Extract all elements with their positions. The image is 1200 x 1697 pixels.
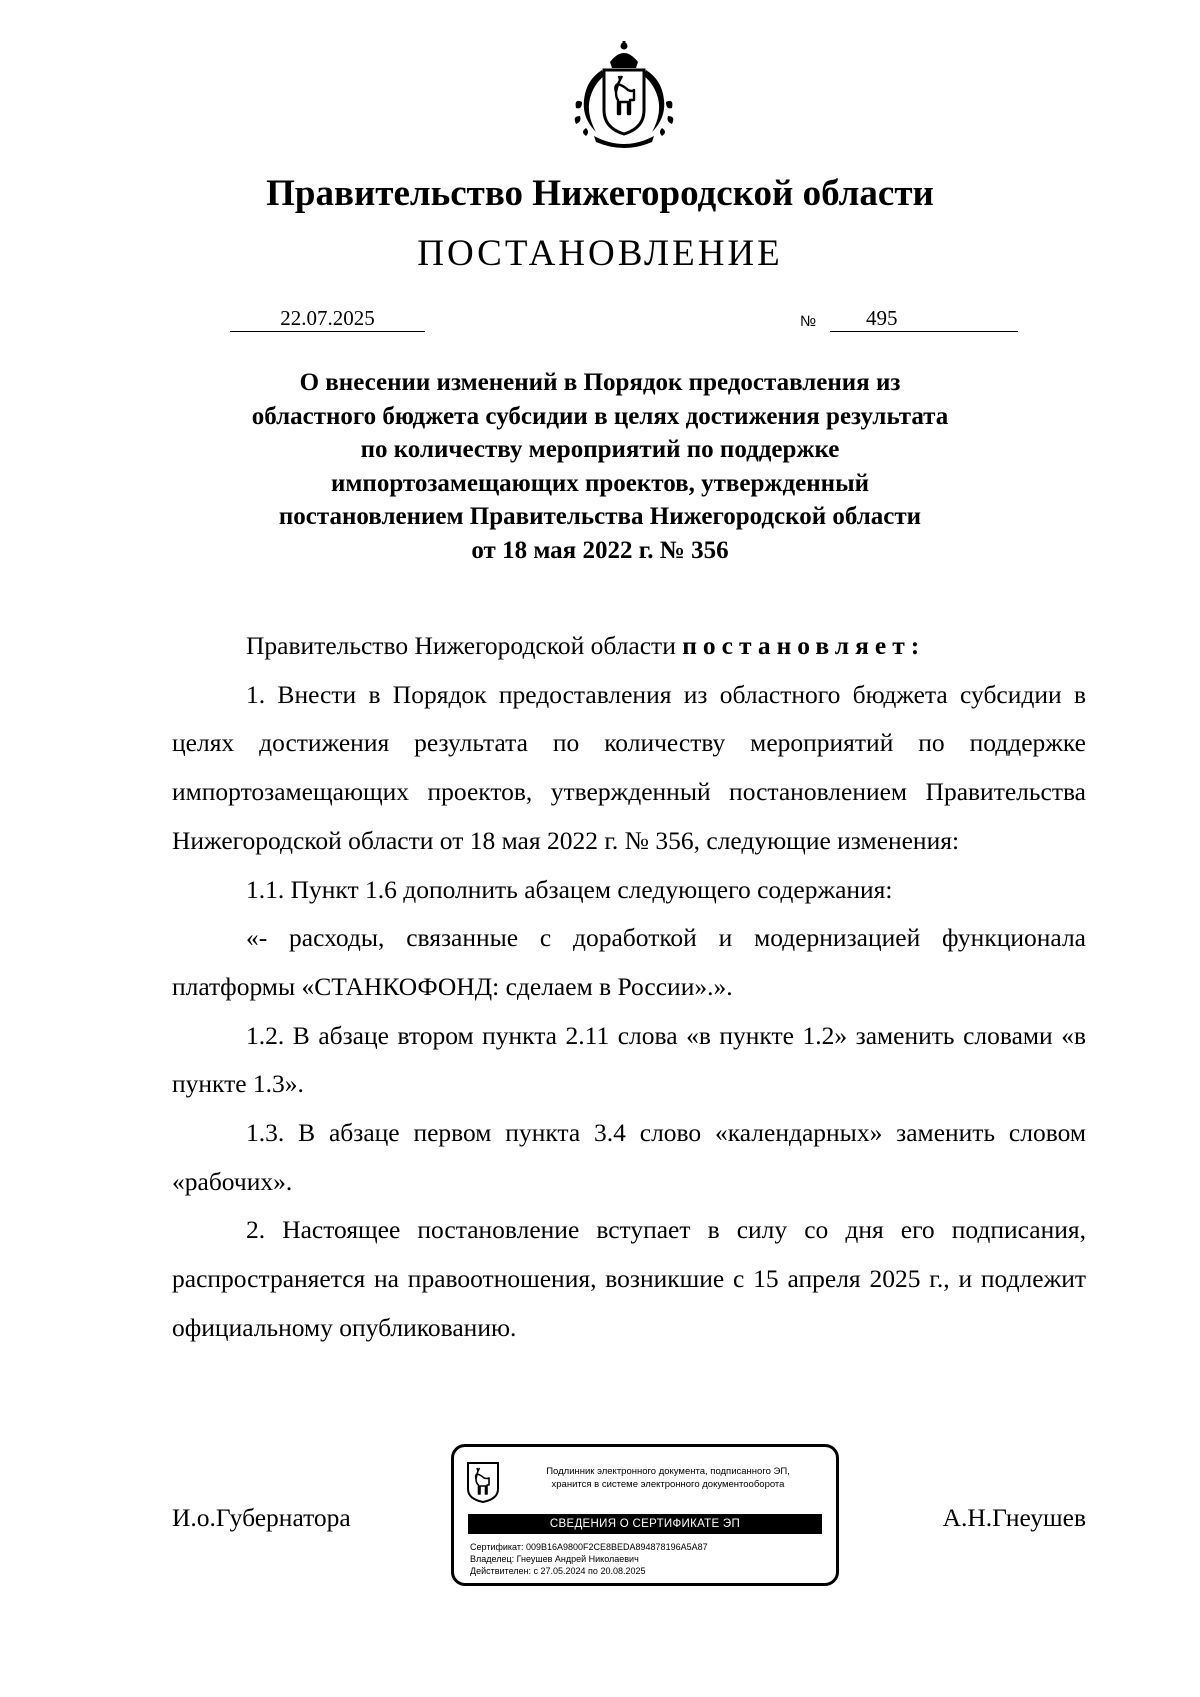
document-type: ПОСТАНОВЛЕНИЕ <box>417 233 783 274</box>
document-body <box>172 622 1086 1353</box>
coat-of-arms-icon <box>572 40 676 150</box>
subject-line: постановлением Правительства Нижегородской области <box>278 503 922 531</box>
stamp-header-bar: СВЕДЕНИЯ О СЕРТИФИКАТЕ ЭП <box>468 1514 822 1534</box>
document-number-value: 495 <box>866 306 898 330</box>
stamp-original-line: хранится в системе электронного документооборота <box>551 1479 785 1490</box>
signatory-name: А.Н.Гнеушев <box>942 1503 1086 1532</box>
document-number <box>830 305 1018 332</box>
intro-text: Правительство Нижегородской области <box>246 631 683 660</box>
certificate-owner: Владелец: Гнеушев Андрей Николаевич <box>470 1554 639 1564</box>
body-paragraph: «- расходы, связанные с доработкой и модернизацией функционала платформы «СТАНКОФОНД: сделаем в России».». <box>172 923 1086 1001</box>
document-subject <box>200 366 1000 568</box>
subject-line: областного бюджета субсидии в целях достижения результата <box>251 402 949 430</box>
electronic-signature-stamp <box>451 1444 839 1586</box>
body-paragraph: 1.2. В абзаце втором пункта 2.11 слова «в пункте 1.2» заменить словами «в пункте 1.3». <box>172 1020 1086 1099</box>
document-date: 22.07.2025 <box>230 305 425 332</box>
subject-line: от 18 мая 2022 г. № 356 <box>471 536 729 564</box>
intro-paragraph <box>172 622 1086 671</box>
government-title: Правительство Нижегородской области <box>266 173 934 214</box>
stamp-original-line: Подлинник электронного документа, подписанного ЭП, <box>546 1466 790 1477</box>
subject-line: О внесении изменений в Порядок предоставления из <box>299 369 901 396</box>
body-paragraph: 1.3. В абзаце первом пункта 3.4 слово «календарных» заменить словом «рабочих». <box>172 1118 1086 1196</box>
body-paragraph: 1.1. Пункт 1.6 дополнить абзацем следующего содержания: <box>246 874 893 904</box>
subject-line: по количеству мероприятий по поддержке <box>360 436 840 464</box>
body-paragraph: 1. Внести в Порядок предоставления из областного бюджета субсидии в целях достижения результата по количеству мероприятий по поддержке импортозамещающих проектов, утвержденный постановлением Правительства Нижегородской области от 18 мая 2022 г. № 356, следующие изменения: <box>172 679 1086 855</box>
certificate-validity: Действителен: с 27.05.2024 по 20.08.2025 <box>470 1566 646 1576</box>
number-label: № <box>800 313 817 330</box>
body-paragraph: 2. Настоящее постановление вступает в силу со дня его подписания, распространяется на правоотношения, возникшие с 15 апреля 2025 г., и подлежит официальному опубликованию. <box>172 1215 1086 1342</box>
stamp-certificate-info <box>470 1541 708 1577</box>
deer-emblem-icon <box>466 1461 500 1503</box>
certificate-id: Сертификат: 009B16A9800F2CE8BEDA894878196A5A87 <box>470 1542 708 1552</box>
intro-emphasis: постановляет: <box>682 631 926 660</box>
subject-line: импортозамещающих проектов, утвержденный <box>330 469 870 497</box>
signatory-role: И.о.Губернатора <box>172 1503 351 1532</box>
stamp-original-note <box>510 1465 826 1491</box>
